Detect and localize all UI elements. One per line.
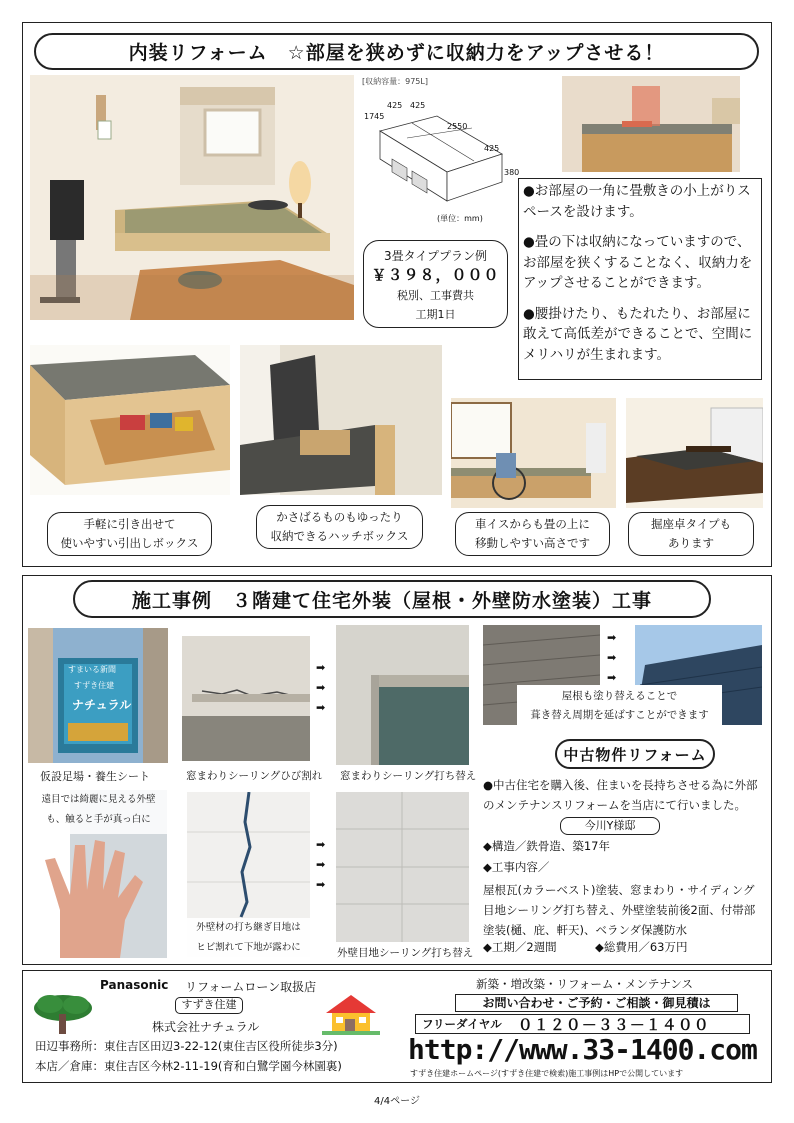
sunken-table-photo — [626, 398, 763, 508]
storage-dimension-diagram — [362, 76, 522, 221]
arrow-right-icon: ➡ — [316, 878, 326, 891]
drawer-box-photo — [30, 345, 230, 495]
joint-caption-box — [187, 918, 310, 958]
feature-description-box — [518, 178, 762, 380]
caption-line: 屋根も塗り替えることで — [561, 690, 678, 702]
services-line: 新築・増改築・リフォーム・メンテナンス — [476, 977, 694, 991]
reseal-caption: 窓まわりシーリング打ち替え — [340, 770, 477, 782]
freedial-box[interactable] — [415, 1014, 750, 1034]
feature-point-3: ●腰掛けたり、もたれたり、お部屋に敢えて高低差ができることで、空間にメリハリが生まれます。 — [523, 305, 753, 363]
website-note: すずき住建ホームページ(すずき住建で検索)施工事例はHPで公開しています — [410, 1069, 684, 1078]
caption-line: 手軽に引き出せて — [83, 517, 176, 531]
caption-line: かさばるものもゆったり — [276, 510, 403, 524]
dim-425-c: 425 — [484, 144, 500, 153]
tatami-room-photo — [30, 75, 354, 320]
page-number: 4/4ページ — [374, 1096, 420, 1107]
arrow-right-icon: ➡ — [316, 681, 326, 694]
house-logo-icon — [322, 993, 380, 1035]
dim-425-a: 425 — [387, 101, 403, 110]
plan-label: 3畳タイププラン例 — [383, 249, 488, 263]
exterior-case-title: 施工事例 ３階建て住宅外装（屋根・外壁防水塗装）工事 — [73, 580, 711, 618]
office-address-main: 本店／倉庫：東住吉区今林2-11-19(育和白鷺学園今林園裏) — [35, 1059, 342, 1073]
wall-joint-resealed-photo — [336, 792, 469, 942]
price-note-tax: 税別、工事費共 — [397, 289, 474, 302]
company-name: 株式会社ナチュラル — [152, 1020, 260, 1034]
feature-point-2: ●畳の下は収納になっていますので、お部屋を狭くすることなく、収納力をアップさせることができます。 — [523, 234, 753, 291]
hand-caption-box — [30, 790, 167, 834]
dim-1745: 1745 — [364, 112, 385, 121]
website-url[interactable]: http://www.33-1400.com — [408, 1033, 757, 1066]
dim-425-b: 425 — [410, 101, 426, 110]
arrow-right-icon: ➡ — [607, 631, 617, 644]
arrow-right-icon: ➡ — [316, 858, 326, 871]
used-home-content: 屋根瓦(カラーベスト)塗装、窓まわり・サイディング目地シーリング打ち替え、外壁塗装前後2面、付帯部塗装(樋、庇、軒天)、ベランダ保護防水 — [483, 883, 756, 937]
client-name: 今川Y様邸 — [560, 817, 660, 835]
arrow-right-icon: ➡ — [316, 838, 326, 851]
used-home-intro: ●中古住宅を購入後、住まいを長持ちさせる為に外部のメンテナンスリフォームを当店にて行いました。 — [483, 778, 758, 812]
caption-line: ヒビ割れて下地が露わに — [196, 942, 301, 953]
tree-logo-icon — [32, 992, 94, 1036]
office-address-tanabe: 田辺事務所：東住吉区田辺3-22-12(東住吉区役所徒歩3分) — [35, 1039, 338, 1053]
dim-2550: 2550 — [447, 122, 468, 131]
crack-caption: 窓まわりシーリングひび割れ — [186, 770, 323, 782]
price-note-duration: 工期1日 — [415, 308, 456, 321]
woman-sitting-photo — [562, 76, 740, 172]
arrow-right-icon: ➡ — [607, 651, 617, 664]
caption-line: あります — [668, 536, 714, 550]
plan-price: ￥３９８，０００ — [371, 266, 500, 284]
caption-line: 車イスからも畳の上に — [475, 517, 590, 531]
interior-reform-title: 内装リフォーム ☆部屋を狭めずに収納力をアップさせる！ — [34, 33, 759, 70]
caption-line: 外壁材の打ち継ぎ目地は — [196, 922, 301, 933]
window-sealing-crack-photo — [182, 636, 310, 761]
storage-capacity-label: [収納容量：975L] — [362, 77, 428, 86]
dimension-unit: (単位：mm) — [437, 214, 483, 223]
caption-line: 遠目では綺麗に見える外壁 — [41, 794, 156, 805]
loan-label: リフォームローン取扱店 — [185, 980, 317, 994]
contact-banner: お問い合わせ・ご予約・ご相談・御見積は — [455, 994, 738, 1012]
used-home-title: 中古物件リフォーム — [555, 739, 715, 769]
arrow-right-icon: ➡ — [316, 701, 326, 714]
hatch-box-photo — [240, 345, 442, 495]
price-box — [363, 240, 508, 328]
brand-name: すずき住建 — [175, 997, 243, 1014]
arrows-1 — [316, 658, 325, 718]
sunken-table-caption — [628, 512, 754, 556]
window-sealing-replaced-photo — [336, 625, 469, 765]
sign-text-2: すずき住建 — [74, 681, 115, 690]
caption-line: 使いやすい引出しボックス — [60, 536, 199, 550]
arrows-2 — [607, 628, 616, 688]
caption-line: 移動しやすい高さです — [475, 536, 590, 550]
roof-caption-box — [517, 685, 722, 727]
scaffold-photo — [28, 628, 168, 763]
sign-text-1: すまいる新聞 — [68, 665, 116, 674]
caption-line: 葺き替え周期を延ばすことができます — [530, 709, 709, 721]
feature-point-1: ●お部屋の一角に畳敷きの小上がりスペースを設けます。 — [523, 183, 751, 220]
arrow-right-icon: ➡ — [316, 661, 326, 674]
freedial-label: フリーダイヤル — [422, 1017, 502, 1031]
wheelchair-photo — [451, 398, 616, 508]
drawer-box-caption — [47, 512, 212, 556]
dim-380: 380 — [504, 168, 520, 177]
used-home-content-label: ◆工事内容／ — [483, 860, 550, 874]
wall-reseal-caption: 外壁目地シーリング打ち替え — [337, 947, 474, 959]
wheelchair-caption — [455, 512, 610, 556]
caption-line: も、触ると手が真っ白に — [46, 814, 151, 825]
freedial-number[interactable]: ０１２０－３３－１４００ — [517, 1015, 710, 1034]
panasonic-logo: Panasonic — [100, 978, 169, 992]
scaffold-caption: 仮設足場・養生シート — [40, 770, 150, 783]
used-home-period: ◆工期／2週間 — [483, 940, 557, 954]
used-home-structure: ◆構造／鉄骨造、築17年 — [483, 839, 610, 853]
used-home-cost: ◆総費用／63万円 — [595, 940, 688, 954]
caption-line: 掘座卓タイプも — [651, 517, 731, 531]
arrows-3 — [316, 835, 325, 895]
arrow-right-icon: ➡ — [607, 671, 617, 684]
sign-text-3: ナチュラル — [72, 698, 132, 712]
hatch-box-caption — [256, 505, 423, 549]
caption-line: 収納できるハッチボックス — [270, 529, 409, 543]
